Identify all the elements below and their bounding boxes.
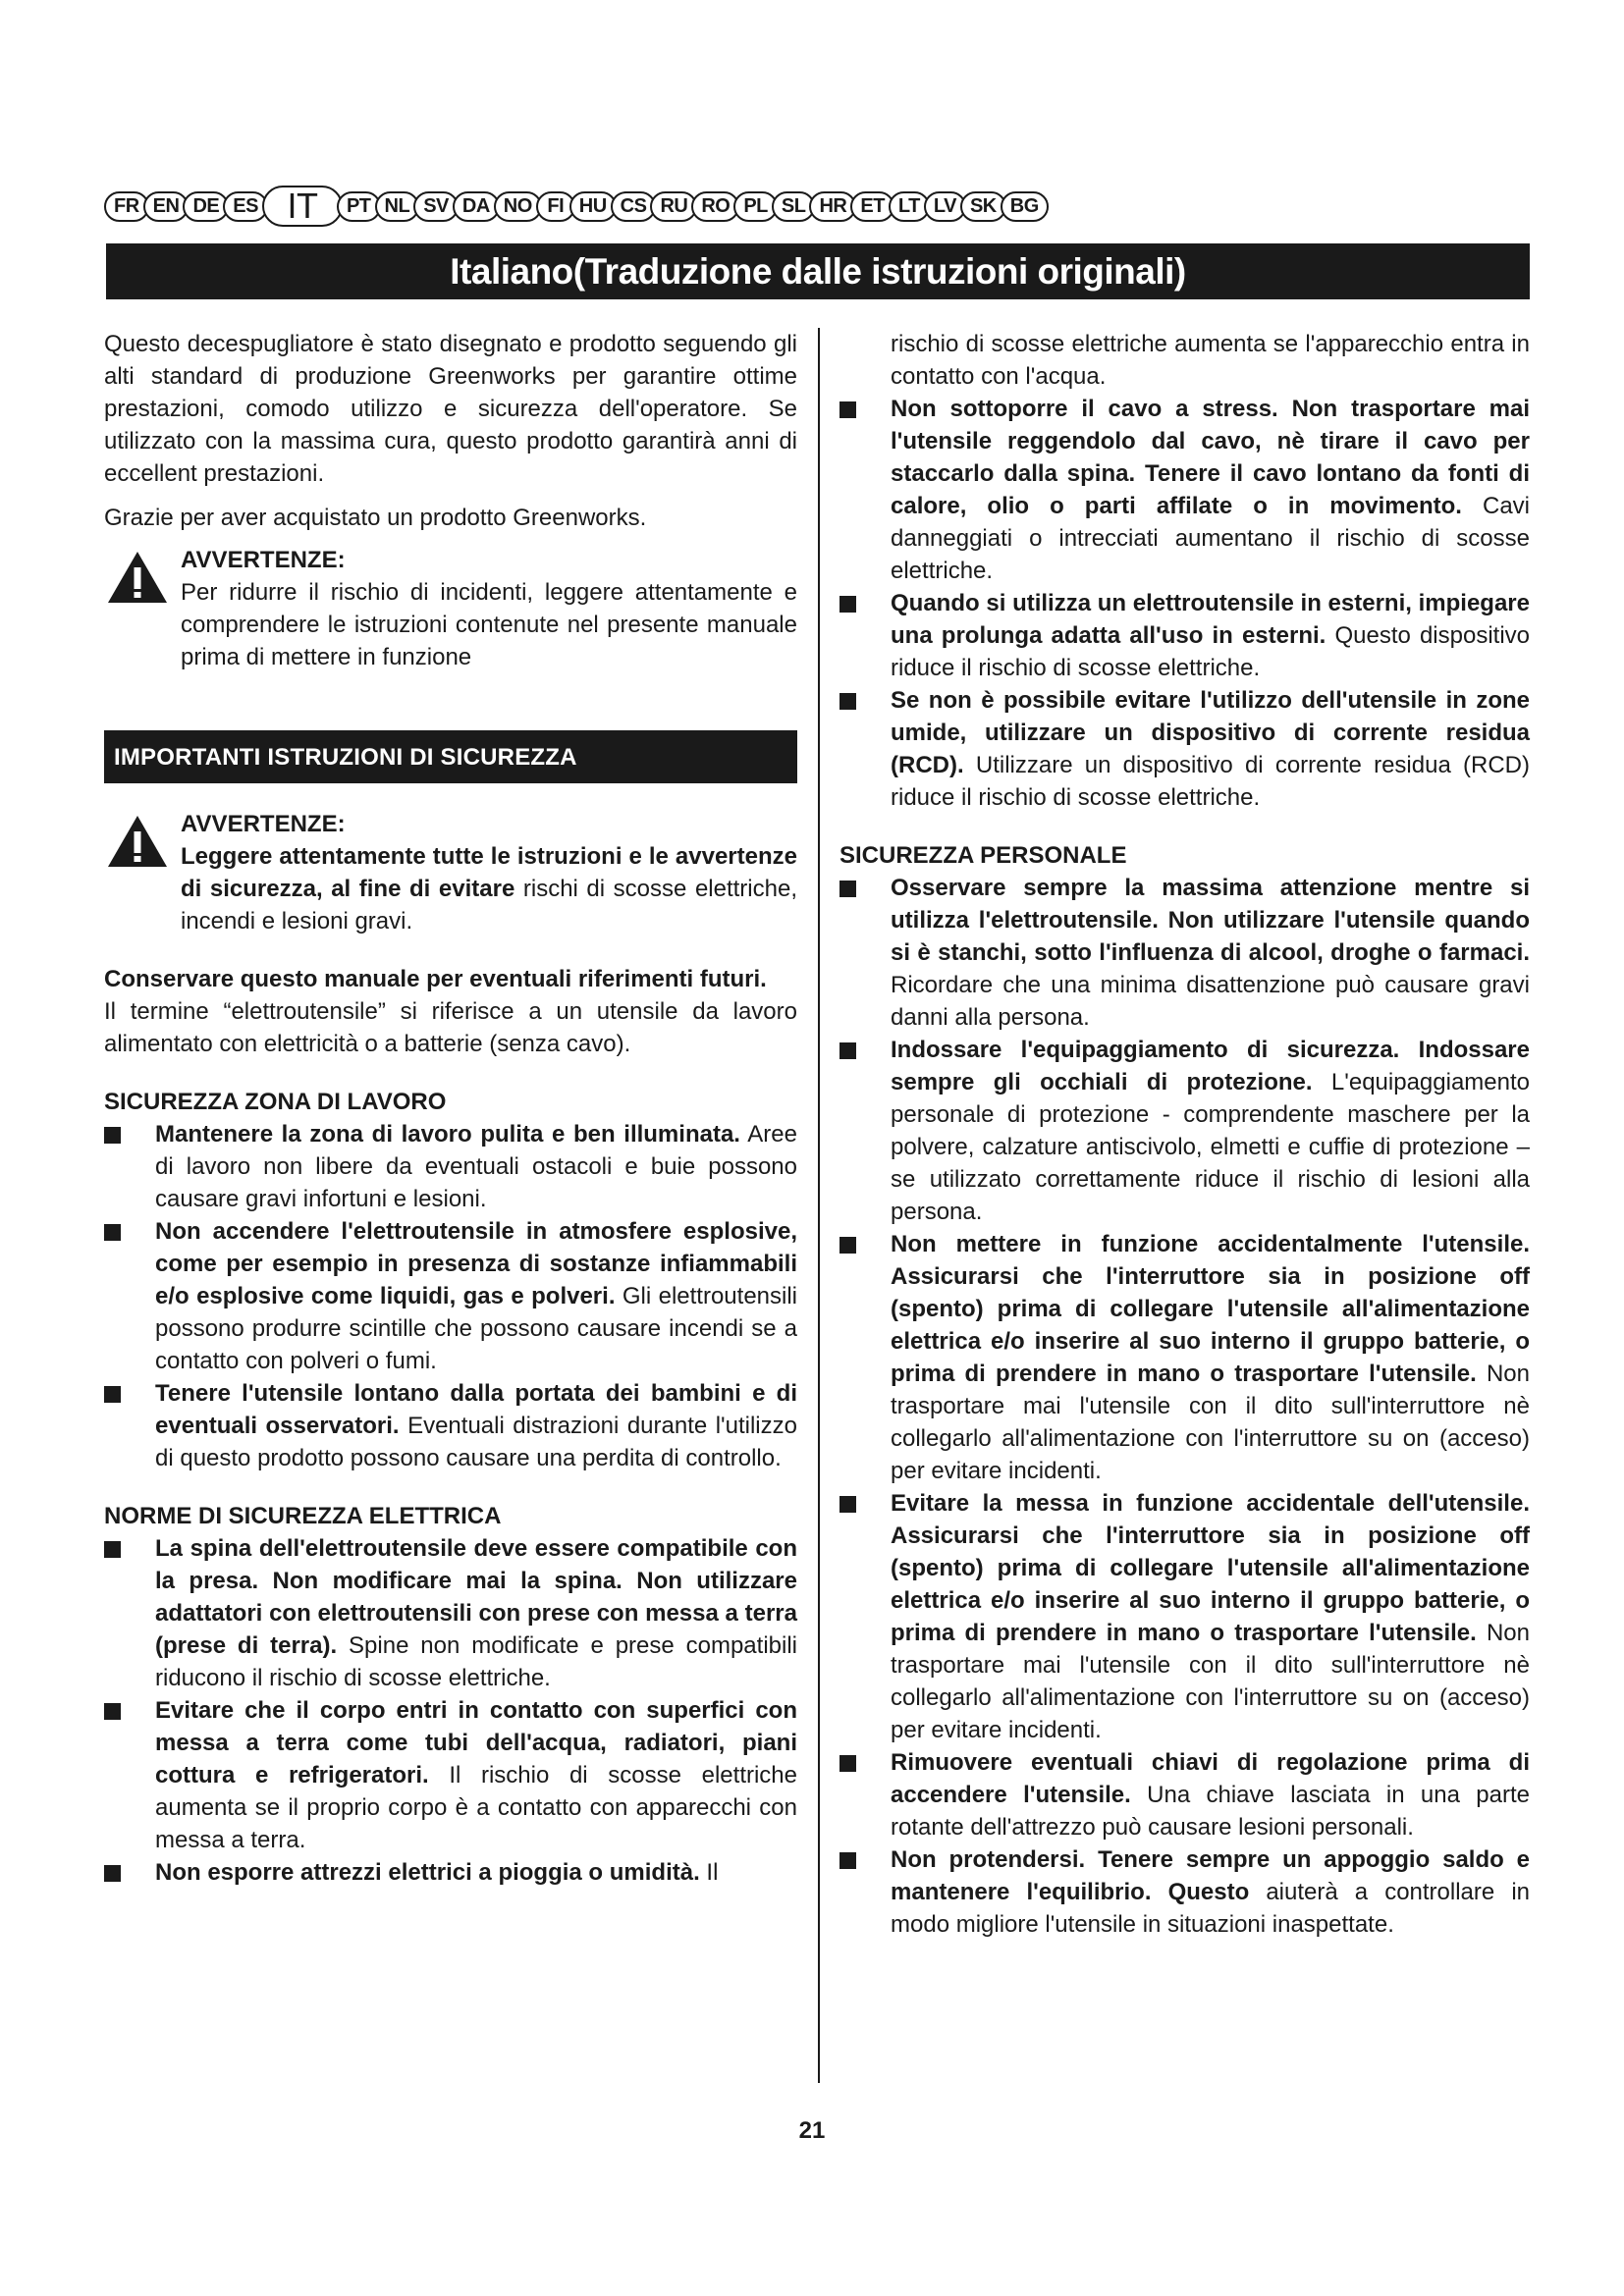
page-number: 21 [798, 2117, 826, 2144]
list-item-bold: Evitare la messa in funzione accidentale dell'utensile. Assicurarsi che l'interruttore sia in posizione off (spento) prima di collegare l'utensile all'alimentazione elettrica e/o inserire al suo interno il gruppo batterie, o prima di prendere in mano o trasportare l'utensile. [891, 1490, 1530, 1646]
bullet-square-icon [839, 1042, 856, 1059]
warning-triangle-icon [106, 814, 169, 869]
bullet-square-icon [104, 1224, 121, 1241]
page-title [106, 243, 1530, 299]
bullet-square-icon [839, 881, 856, 897]
work-area-heading: SICUREZZA ZONA DI LAVORO [104, 1089, 447, 1115]
list-item [104, 1532, 797, 1694]
list-item-bold: Osservare sempre la massima attenzione mentre si utilizza l'elettroutensile. Non utilizzare l'utensile quando si è stanchi, sotto l'influenza di alcool, droghe o farmaci. [891, 875, 1530, 966]
warning-2-text: rischi di scosse elettriche, incendi e lesioni gravi. [181, 876, 797, 934]
language-tab-it: IT [262, 186, 343, 227]
bullet-square-icon [839, 693, 856, 710]
electrical-list-left [104, 1532, 797, 1889]
electrical-heading: NORME DI SICUREZZA ELETTRICA [104, 1503, 502, 1529]
list-item-bold: Indossare l'equipaggiamento di sicurezza. Indossare sempre gli occhiali di protezione. [891, 1037, 1530, 1095]
list-item-text: Il [699, 1859, 719, 1886]
language-tab-no: NO [494, 191, 542, 222]
personal-safety-list [839, 872, 1530, 1941]
list-item-text: Il rischio di scosse elettriche aumenta se il proprio corpo è a contatto con apparecchi con messa a terra. [155, 1762, 798, 1853]
language-tab-fi: FI [536, 191, 575, 222]
list-item-text: Ricordare che una minima disattenzione può causare gravi danni alla persona. [891, 972, 1530, 1031]
list-item-bold: Non accendere l'elettroutensile in atmosfere esplosive, come per esempio in presenza di sostanze infiammabili e/o esplosive come liquidi, gas e polveri. [155, 1218, 797, 1309]
warning-2-title: AVVERTENZE: [181, 811, 346, 837]
list-item [104, 1118, 797, 1215]
list-item [839, 1487, 1530, 1746]
warning-block-2 [104, 808, 797, 937]
electrical-list-right [839, 393, 1530, 814]
language-tab-pt: PT [337, 191, 381, 222]
language-tab-bg: BG [1001, 191, 1049, 222]
list-item-bold: Non mettere in funzione accidentalmente l'utensile. Assicurarsi che l'interruttore sia in posizione off (spento) prima di collegare l'utensile all'alimentazione elettrica e/o inserire al suo interno il gruppo batterie, o prima di prendere in mano o trasportare l'utensile. [891, 1231, 1530, 1387]
warning-2-body [181, 840, 797, 937]
list-item-text: Utilizzare un dispositivo di corrente residua (RCD) riduce il rischio di scosse elettriche. [891, 752, 1530, 811]
list-item [104, 1377, 797, 1474]
language-tab-sk: SK [960, 191, 1006, 222]
list-item-text: Non trasportare mai l'utensile con il dito sull'interruttore nè collegarlo all'alimentazione con l'interruttore su on (acceso) per evitare incidenti. [891, 1620, 1530, 1743]
electrical-continuation: rischio di scosse elettriche aumenta se l'apparecchio entra in contatto con l'acqua. [891, 331, 1530, 390]
list-item [839, 684, 1530, 814]
list-item-bold: Evitare che il corpo entri in contatto con superfici con messa a terra come tubi dell'acqua, radiatori, piani cottura e refrigeratori. [155, 1697, 797, 1789]
list-item-text: Non trasportare mai l'utensile con il dito sull'interruttore nè collegarlo all'alimentazione con l'interruttore su on (acceso) per evitare incidenti. [891, 1361, 1530, 1484]
list-item [839, 587, 1530, 684]
language-tab-hu: HU [569, 191, 617, 222]
bullet-square-icon [104, 1865, 121, 1882]
language-tab-lt: LT [889, 191, 930, 222]
list-item-text: Una chiave lasciata in una parte rotante dell'attrezzo può causare lesioni personali. [891, 1782, 1530, 1841]
list-item-bold: Non protendersi. Tenere sempre un appoggio saldo e mantenere l'equilibrio. Questo [891, 1846, 1530, 1905]
bullet-square-icon [839, 1852, 856, 1869]
bullet-square-icon [104, 1127, 121, 1144]
list-item-text: Eventuali distrazioni durante l'utilizzo di questo prodotto possono causare una perdita di controllo. [155, 1413, 797, 1471]
language-tab-de: DE [183, 191, 229, 222]
language-tabs [104, 185, 1528, 228]
list-item-bold: Non sottoporre il cavo a stress. Non trasportare mai l'utensile reggendolo dal cavo, nè tirare il cavo per staccarlo dalla spina. Tenere il cavo lontano da fonti di calore, olio o parti affilate o in movimento. [891, 396, 1530, 519]
warning-2-bold: Leggere attentamente tutte le istruzioni e le avvertenze di sicurezza, al fine di evitare [181, 843, 797, 902]
bullet-square-icon [839, 1755, 856, 1772]
warning-triangle-icon [106, 550, 169, 605]
language-tab-hr: HR [809, 191, 856, 222]
section-bar-label: IMPORTANTI ISTRUZIONI DI SICUREZZA [114, 743, 577, 771]
list-item [839, 393, 1530, 587]
bullet-square-icon [839, 596, 856, 613]
list-item-bold: La spina dell'elettroutensile deve essere compatibile con la presa. Non modificare mai la spina. Non utilizzare adattatori con elettroutensili con prese con messa a terra (prese di terra). [155, 1535, 797, 1659]
bullet-square-icon [104, 1541, 121, 1558]
language-tab-et: ET [850, 191, 894, 222]
list-item [839, 872, 1530, 1034]
list-item-bold: Quando si utilizza un elettroutensile in esterni, impiegare una prolunga adatta all'uso in esterni. [891, 590, 1530, 649]
list-item-text: Cavi danneggiati o intrecciati aumentano il rischio di scosse elettriche. [891, 493, 1530, 584]
language-tab-sl: SL [772, 191, 816, 222]
warning-1-text: Per ridurre il rischio di incidenti, leggere attentamente e comprendere le istruzioni contenute nel presente manuale prima di mettere in funzione [181, 579, 797, 670]
language-tab-sv: SV [413, 191, 459, 222]
language-tab-ru: RU [650, 191, 697, 222]
language-tab-lv: LV [924, 191, 966, 222]
language-tab-es: ES [223, 191, 268, 222]
list-item-text: Gli elettroutensili possono produrre scintille che possono causare incendi se a contatto con polveri o fumi. [155, 1283, 798, 1374]
work-area-list [104, 1118, 797, 1474]
list-item-bold: Tenere l'utensile lontano dalla portata dei bambini e di eventuali osservatori. [155, 1380, 797, 1439]
warning-1-title: AVVERTENZE: [181, 547, 346, 573]
keep-manual-heading: Conservare questo manuale per eventuali riferimenti futuri. [104, 966, 767, 992]
personal-heading: SICUREZZA PERSONALE [839, 842, 1127, 869]
thanks-paragraph: Grazie per aver acquistato un prodotto Greenworks. [104, 505, 647, 531]
right-column [839, 328, 1530, 1941]
language-tab-nl: NL [375, 191, 420, 222]
language-tab-cs: CS [611, 191, 657, 222]
list-item-text: Aree di lavoro non libere da eventuali ostacoli e buie possono causare gravi infortuni e lesioni. [155, 1121, 797, 1212]
bullet-square-icon [839, 1496, 856, 1513]
intro-paragraph: Questo decespugliatore è stato disegnato e prodotto seguendo gli alti standard di produzione Greenworks per garantire ottime prestazioni, comodo utilizzo e sicurezza dell'operatore. Se utilizzato con la massima cura, questo prodotto garantirà anni di eccellent prestazioni. [104, 331, 797, 487]
list-item-text: L'equipaggiamento personale di protezione - comprendente maschere per la polvere, calzature antiscivolo, elmetti e cuffie di protezione – se utilizzato correttamente riduce il rischio di lesioni alla persona. [891, 1069, 1531, 1225]
language-tab-fr: FR [104, 191, 149, 222]
list-item-bold: Non esporre attrezzi elettrici a pioggia o umidità. [155, 1859, 700, 1886]
column-divider [818, 328, 820, 2083]
term-paragraph: Il termine “elettroutensile” si riferisce a un utensile da lavoro alimentato con elettricità o a batterie (senza cavo). [104, 998, 797, 1057]
list-item [104, 1215, 797, 1377]
bullet-square-icon [839, 1237, 856, 1254]
list-item-text: aiuterà a controllare in modo migliore l'utensile in situazioni inaspettate. [891, 1879, 1531, 1938]
list-item [839, 1746, 1530, 1843]
list-item-bold: Rimuovere eventuali chiavi di regolazione prima di accendere l'utensile. [891, 1749, 1530, 1808]
list-item [104, 1856, 797, 1889]
bullet-square-icon [839, 401, 856, 418]
list-item-bold: Mantenere la zona di lavoro pulita e ben illuminata. [155, 1121, 740, 1148]
bullet-square-icon [104, 1386, 121, 1403]
language-tab-ro: RO [691, 191, 739, 222]
list-item [839, 1843, 1530, 1941]
list-item-text: Spine non modificate e prese compatibili riducono il rischio di scosse elettriche. [155, 1632, 797, 1691]
list-item-text: Questo dispositivo riduce il rischio di scosse elettriche. [891, 622, 1531, 681]
language-tab-da: DA [453, 191, 500, 222]
section-bar-safety [104, 730, 797, 783]
warning-block-1 [104, 544, 797, 673]
page-title-text: Italiano(Traduzione dalle istruzioni originali) [450, 250, 1186, 292]
list-item-bold: Se non è possibile evitare l'utilizzo dell'utensile in zone umide, utilizzare un dispositivo di corrente residua (RCD). [891, 687, 1530, 778]
left-column [104, 328, 797, 1889]
list-item [839, 1228, 1530, 1487]
bullet-square-icon [104, 1703, 121, 1720]
list-item [104, 1694, 797, 1856]
language-tab-en: EN [143, 191, 189, 222]
list-item [839, 1034, 1530, 1228]
language-tab-pl: PL [733, 191, 778, 222]
